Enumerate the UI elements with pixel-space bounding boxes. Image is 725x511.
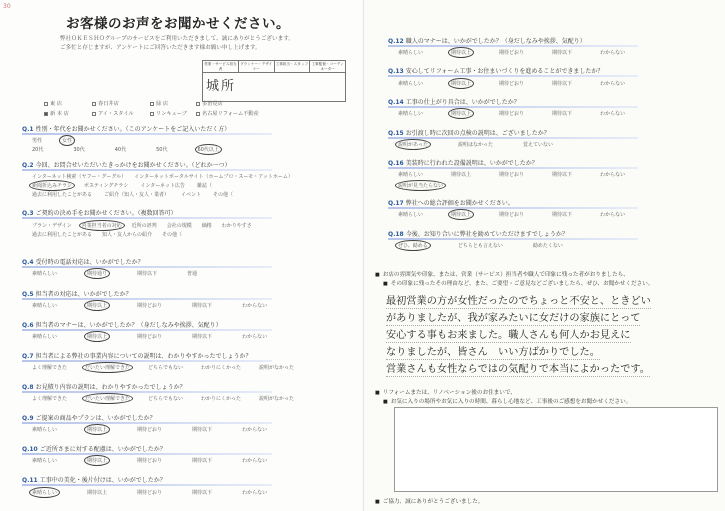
option-selected[interactable]: 女性 — [62, 138, 73, 144]
option[interactable]: 期待以下 — [192, 490, 213, 496]
checkbox[interactable] — [92, 112, 96, 116]
branch-checkbox-group-4: 多治見店 名古屋リフォーム不動産 — [196, 100, 259, 117]
option[interactable]: わからない — [600, 50, 626, 56]
q7-question: Q.7 担当者による弊社の事業内容についての説明は、わかりやすかったでしょうか？ — [22, 353, 252, 360]
option[interactable]: 男性 — [32, 138, 43, 144]
option-selected[interactable]: 説明があった — [398, 142, 428, 148]
q8-rule — [22, 391, 272, 393]
option[interactable]: 50代 — [156, 147, 168, 153]
q9-question: Q.9 ご提案の商品やプランは、いかがでしたか？ — [22, 415, 156, 422]
q17-rule — [388, 207, 638, 209]
q4-question: Q.4 受付時の電話対応は、いかがでしたか？ — [22, 259, 144, 266]
checkbox-checked[interactable] — [44, 112, 48, 116]
q15-options — [398, 141, 553, 148]
checkbox[interactable] — [150, 102, 154, 106]
option[interactable]: よく理解できた — [32, 396, 68, 402]
q6-options — [32, 333, 267, 340]
option[interactable]: 期待どおり — [137, 458, 163, 464]
handwritten-comment-line-2: がありましたが、我が家みたいに女だけの家族にとって — [386, 309, 640, 326]
option[interactable]: 雑誌（ — [196, 183, 212, 189]
stamp-header-sales: 営業・サービス担当者 — [203, 61, 239, 72]
stamp-header-supervisor: 工事監督・コーディネーター — [311, 62, 344, 71]
q11-rule — [22, 484, 272, 486]
option[interactable]: 過去に利用したことがある — [32, 232, 93, 238]
handwritten-comment-line-1: 最初営業の方が女性だったのでちょっと不安と、ときどい — [386, 292, 651, 309]
q1-question: Q.1 性別・年代をお聞かせください。（このアンケートをご記入いただく方） — [22, 126, 231, 133]
option[interactable]: インターネット広告 — [140, 183, 185, 189]
option[interactable]: わからない — [242, 303, 268, 309]
option-selected[interactable]: 60代以上 — [197, 147, 219, 153]
option-selected[interactable]: 期待以上 — [87, 334, 108, 340]
option[interactable]: どちらとも言えない — [457, 243, 503, 249]
option[interactable]: ポスティングチラシ — [84, 183, 129, 189]
option-selected[interactable]: 期待以上 — [87, 427, 108, 433]
page-number: 30 — [3, 3, 11, 10]
branch-checkbox-group-3: 緑 店 リンキューブ — [150, 100, 187, 117]
staff-stamp-box — [202, 60, 346, 102]
option-selected[interactable]: 期待以上 — [451, 81, 472, 87]
q1-age-options — [32, 146, 219, 153]
q3-rule — [22, 217, 272, 219]
option-selected[interactable]: 期待以上 — [87, 303, 108, 309]
q16-options — [398, 171, 625, 178]
option-selected[interactable]: 期待以上 — [451, 212, 472, 218]
option[interactable]: 素晴らしい — [398, 172, 424, 178]
handwritten-comment-line-3: 安心する事もお来ました。職人さんも何人かお見えに — [386, 326, 631, 343]
option[interactable]: 知人・友人からの紹介 — [102, 232, 153, 238]
reform-header-line-2: ■ お気に入りの場所やお気に入りの時間、暮らし心地など、工事後のご感想をお聞かせください。 — [375, 397, 631, 405]
option[interactable]: 素晴らしい — [398, 50, 424, 56]
option[interactable]: わからない — [242, 334, 268, 340]
option[interactable]: 素晴らしい — [398, 81, 424, 87]
option[interactable]: わからない — [242, 490, 268, 496]
option[interactable]: 期待どおり — [499, 81, 525, 87]
option[interactable]: 期待以下 — [552, 50, 573, 56]
option[interactable]: わからない — [600, 111, 626, 117]
q10-options — [32, 457, 267, 464]
q2-options-row1 — [32, 173, 293, 180]
branch-checkbox-group-2: 春日井店 アイ・スタイル — [92, 100, 134, 117]
option[interactable]: 覚えていない — [522, 142, 553, 148]
comments-header-line-1: ■ お店の雰囲気や印象、または、営業（サービス）担当者や職人で印象に残った者がおりましたら、 — [375, 270, 629, 278]
q15-rule — [388, 137, 638, 139]
q9-rule — [22, 422, 272, 424]
option[interactable]: 20代 — [32, 147, 44, 153]
q11-question: Q.11 工事中の美化・後片付けは、いかがでしたか？ — [22, 477, 166, 484]
option-selected[interactable]: 営業担当者の対応 — [81, 223, 122, 229]
option-selected[interactable]: だいたい理解できた — [85, 396, 131, 402]
option[interactable]: 期待どおり — [137, 334, 163, 340]
option[interactable]: 期待以下 — [192, 334, 213, 340]
option[interactable]: 40代 — [114, 147, 127, 153]
intro-line-2: ご多忙と存じますが、アンケートにご回答いただきます様お願い申し上げます。 — [60, 45, 261, 51]
option[interactable]: 期待以下 — [552, 212, 573, 218]
option[interactable]: どちらでもない — [148, 396, 183, 402]
q9-options — [32, 426, 267, 433]
option-selected[interactable]: 説明が見当たらない — [398, 183, 444, 189]
q16-rule — [388, 167, 638, 169]
q18-rule — [388, 238, 638, 240]
option[interactable]: 素晴らしい — [32, 334, 58, 340]
option[interactable]: 30代 — [73, 147, 85, 153]
option[interactable]: 期待以下 — [137, 271, 158, 277]
option[interactable]: 説明はなかった — [457, 142, 493, 148]
option-selected[interactable]: 期待通り — [87, 271, 108, 277]
option[interactable]: 素晴らしい — [32, 271, 58, 277]
option[interactable]: 素晴らしい — [32, 303, 58, 309]
option[interactable]: 説明がなかった — [259, 396, 295, 402]
q5-rule — [22, 298, 272, 300]
option-selected[interactable]: 期待以上 — [87, 458, 108, 464]
q10-rule — [22, 453, 272, 455]
option[interactable]: わからない — [242, 458, 268, 464]
option[interactable]: 期待どおり — [137, 427, 163, 433]
q13-rule — [388, 75, 638, 77]
thank-you-footer: ■ ご協力、誠にありがとうございました。 — [375, 497, 483, 505]
q16-question: Q.16 美装時に行われた設備説明は、いかがでしたか？ — [388, 160, 538, 167]
q2-options-row3 — [32, 191, 233, 198]
option[interactable]: 素晴らしい — [32, 458, 58, 464]
option[interactable]: わかりやすさ — [221, 223, 252, 229]
q12-question: Q.12 職人のマナーは、いかがでしたか？（身だしなみや挨拶、気配り） — [388, 38, 586, 45]
q5-question: Q.5 担当者の対応は、いかがでしたか？ — [22, 291, 132, 298]
option[interactable]: 勧めたくない — [532, 243, 563, 249]
option[interactable]: 期待以下 — [192, 303, 213, 309]
option[interactable]: プラン・デザイン — [32, 223, 72, 229]
option[interactable]: 普通 — [187, 271, 198, 277]
option-selected[interactable]: だいたい理解できた — [85, 365, 131, 371]
option-selected[interactable]: 素晴らしい — [32, 490, 58, 496]
checkbox[interactable] — [150, 112, 154, 116]
q3-question: Q.3 ご契約の決め手をお聞かせください。（複数回答可） — [22, 210, 177, 217]
q4-rule — [22, 266, 272, 268]
intro-line-1: 弊社ＯＫＥＳＨＯグループのサービスをご利用いただきまして、誠にありがとうございます。 — [60, 36, 294, 42]
q6-rule — [22, 329, 272, 331]
option[interactable]: 素晴らしい — [398, 111, 424, 117]
option[interactable]: 期待どおり — [499, 111, 525, 117]
option[interactable]: 期待以下 — [192, 427, 213, 433]
survey-title: お客様のお声をお聞かせください。 — [66, 16, 290, 32]
q3-options-row1 — [32, 222, 252, 229]
option[interactable]: よく理解できた — [32, 365, 68, 371]
q17-options — [398, 211, 625, 218]
branch-checkbox-group-1: 東 店 新 本 店 — [44, 100, 69, 117]
handwritten-comment-line-5: 営業さんも女性ならではの気配りで本当によかったです。 — [386, 360, 650, 377]
q10-question: Q.10 ご近所さまに対する配慮は、いかがでしたか？ — [22, 446, 166, 453]
option[interactable]: ご紹介（知人・友人・業者） — [104, 192, 170, 198]
option[interactable]: わかりにくかった — [200, 396, 241, 402]
q14-options — [398, 110, 625, 117]
option[interactable]: わからない — [600, 212, 626, 218]
option[interactable]: 会社の規模 — [166, 223, 192, 229]
q15-question: Q.15 お引渡し時に次回の点検の説明は、ございましたか？ — [388, 130, 550, 137]
option[interactable]: わからない — [242, 427, 268, 433]
stamp-header-construction: 工事担当・スタッフ — [275, 61, 311, 72]
q12-options — [398, 49, 625, 56]
q8-question: Q.8 お見積り内容の説明は、わかりやすかったでしょうか？ — [22, 384, 186, 391]
reform-header-line-1: ■ リフォームまたは、リノベーション後のお住まいで、 — [375, 388, 516, 396]
option[interactable]: 期待どおり — [137, 303, 163, 309]
q2-question: Q.2 今回、お問合せいただいたきっかけをお聞かせください。（どれか一つ） — [22, 162, 231, 169]
option[interactable]: その他（ — [162, 232, 183, 238]
checkbox[interactable] — [92, 102, 96, 106]
customer-name-handwritten: 城所 — [206, 79, 237, 94]
option[interactable]: 期待どおり — [499, 172, 525, 178]
q16-options-row2 — [398, 182, 443, 189]
q7-rule — [22, 360, 272, 362]
survey-left-page — [0, 0, 362, 511]
q11-options — [32, 489, 267, 496]
reform-comment-box[interactable] — [394, 407, 718, 492]
q17-question: Q.17 弊社への総合評価をお聞かせください。 — [388, 200, 514, 207]
option[interactable]: インターネット検索（ヤフー・グーグル） — [32, 174, 127, 180]
option[interactable]: わからない — [600, 172, 626, 178]
option[interactable]: 説明がなかった — [259, 365, 295, 371]
q18-question: Q.18 今後、お知り合いに弊社を勧めていただけますでしょうか？ — [388, 231, 568, 238]
option[interactable]: わかりにくかった — [200, 365, 241, 371]
q14-rule — [388, 106, 638, 108]
option[interactable]: 過去に利用したことがある — [32, 192, 93, 198]
q6-question: Q.6 担当者のマナーは、いかがでしたか？（身だしなみや挨拶、気配り） — [22, 322, 222, 329]
option[interactable]: 期待以下 — [192, 458, 213, 464]
q2-options-row2 — [32, 182, 212, 189]
q5-options — [32, 302, 267, 309]
q18-options — [398, 242, 563, 249]
q1-gender-options — [32, 137, 72, 144]
option[interactable]: 期待以上 — [451, 172, 472, 178]
option[interactable]: その他（ — [213, 192, 234, 198]
checkbox[interactable] — [196, 112, 200, 116]
option[interactable]: 期待どおり — [499, 212, 525, 218]
handwritten-comment-line-4: なりましたが、皆さん いい方ばかりでした。 — [386, 343, 600, 360]
q1-rule — [22, 133, 272, 135]
option[interactable]: 期待どおり — [137, 490, 163, 496]
q13-options — [398, 80, 625, 87]
stamp-header-planner: プランナー・デザイナー — [239, 61, 275, 72]
q13-question: Q.13 安心してリフォーム工事・お住まいづくりを進めることができましたか？ — [388, 68, 604, 75]
checkbox[interactable] — [44, 102, 48, 106]
option[interactable]: 期待以下 — [552, 172, 573, 178]
q7-options — [32, 364, 294, 371]
option[interactable]: 期待以下 — [552, 81, 573, 87]
option[interactable]: 期待以上 — [87, 490, 108, 496]
q4-options — [32, 270, 197, 277]
q3-options-row2 — [32, 231, 182, 238]
option[interactable]: 近所の評判 — [131, 223, 157, 229]
checkbox[interactable] — [196, 102, 200, 106]
option[interactable]: イベント — [181, 192, 202, 198]
q12-rule — [388, 45, 638, 47]
option[interactable]: 期待以下 — [552, 111, 573, 117]
option-selected[interactable]: 期待以上 — [451, 111, 472, 117]
option[interactable]: 素晴らしい — [32, 427, 58, 433]
q14-question: Q.14 工事の仕上がり具合は、いかがでしたか？ — [388, 99, 520, 106]
option-selected[interactable]: 新聞折込みチラシ — [32, 183, 73, 189]
option[interactable]: インターネットポータルサイト（ホームプロ・スーモ・アットホーム） — [134, 174, 293, 180]
q8-options — [32, 395, 294, 402]
option[interactable]: わからない — [600, 81, 626, 87]
option-selected[interactable]: 期待以上 — [451, 50, 472, 56]
option[interactable]: 価格 — [201, 223, 212, 229]
option[interactable]: 素晴らしい — [398, 212, 424, 218]
option[interactable]: どちらでもない — [148, 365, 183, 371]
option[interactable]: 期待どおり — [499, 50, 525, 56]
option-selected[interactable]: ぜひ、勧める — [398, 243, 428, 249]
q2-rule — [22, 169, 272, 171]
comments-header-line-2: ■ その印象に残ったその理由など、また、ご要望・ご意見などございましたら、ぜひ、お聞かせください。 — [375, 279, 653, 287]
